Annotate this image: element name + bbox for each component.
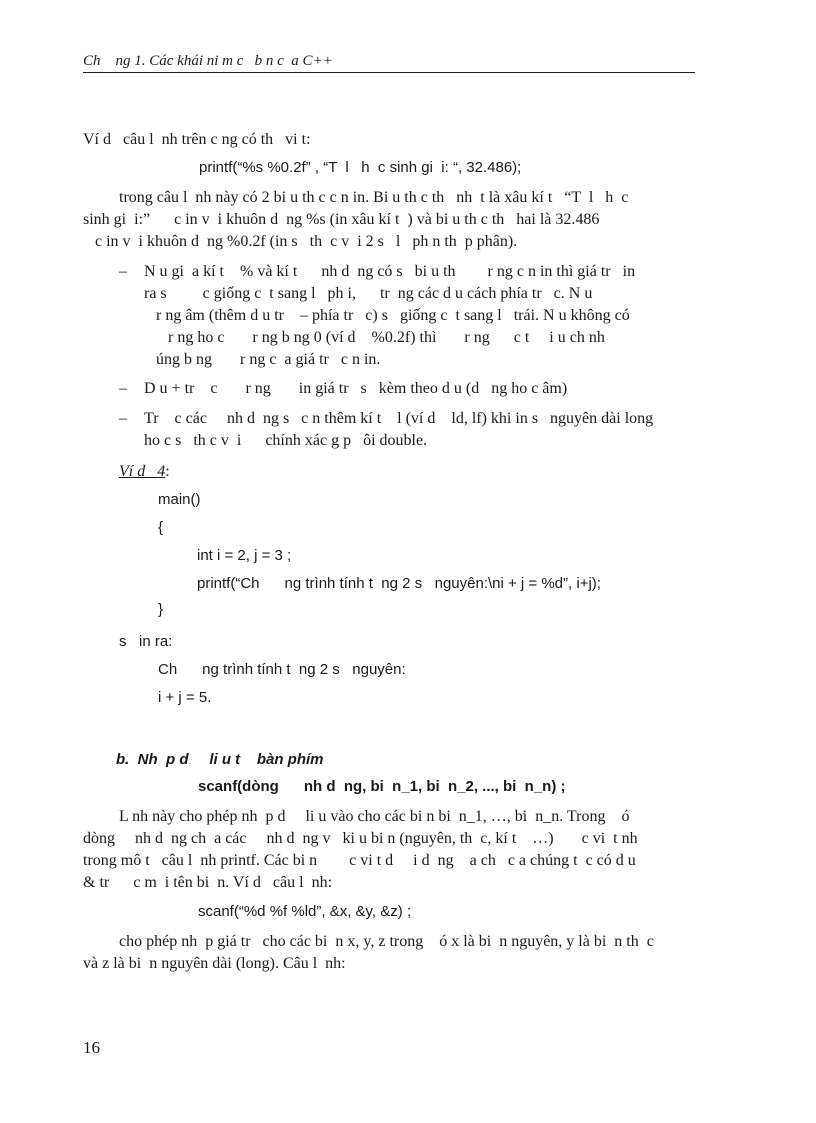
bullet-line: r ng ho c r ng b ng 0 (ví d %0.2f) thì r ng c t i u ch nh xyxy=(144,329,605,346)
paragraph-line: dòng nh d ng ch a các nh d ng v ki u bi n (nguyên, th c, kí t …) c vi t nh xyxy=(83,830,638,847)
paragraph-explanation-line: c in v i khuôn d ng %0.2f (in s th c v i 2 s l ph n th p phân). xyxy=(83,233,518,250)
code-line: { xyxy=(158,519,164,536)
code-line: } xyxy=(158,601,164,618)
bullet-marker: – xyxy=(119,410,127,427)
output-line: i + j = 5. xyxy=(158,689,212,706)
paragraph-line: & tr c m i tên bi n. Ví d câu l nh: xyxy=(83,874,333,891)
running-header: Ch ng 1. Các khái ni m c b n c a C++ xyxy=(83,53,333,69)
code-line: printf(“Ch ng trình tính t ng 2 s nguyên:\ni + j = %d”, i+j); xyxy=(197,575,601,592)
paragraph-intro: Ví d câu l nh trên c ng có th vi t: xyxy=(83,131,311,148)
code-line: int i = 2, j = 3 ; xyxy=(197,547,292,564)
code-line: main() xyxy=(158,491,201,508)
bullet-line: Tr c các nh d ng s c n thêm kí t l (ví d ld, lf) khi in s nguyên dài long xyxy=(144,410,654,427)
example-label xyxy=(119,463,170,481)
paragraph-explanation-line: sinh gi i:” c in v i khuôn d ng %s (in xâu kí t ) và bi u th c th hai là 32.486 xyxy=(83,211,600,228)
bullet-line: ho c s th c v i chính xác g p ôi double. xyxy=(144,432,428,449)
paragraph-line: L nh này cho phép nh p d li u vào cho các bi n bi n_1, …, bi n_n. Trong ó xyxy=(119,808,630,825)
syntax-line: scanf(dòng nh d ng, bi n_1, bi n_2, ..., bi n_n) ; xyxy=(198,778,566,795)
section-heading: b. Nh p d li u t bàn phím xyxy=(116,751,324,768)
bullet-line: r ng âm (thêm d u tr – phía tr c) s giống c t sang l trái. N u không có xyxy=(144,307,630,324)
paragraph-explanation-line: trong câu l nh này có 2 bi u th c c n in. Bi u th c th nh t là xâu kí t “T l h c xyxy=(119,189,629,206)
code-line-scanf: scanf(“%d %f %ld”, &x, &y, &z) ; xyxy=(198,903,412,920)
example-label-text: Ví d 4 xyxy=(119,463,166,480)
page-number: 16 xyxy=(83,1038,100,1057)
bullet-line: úng b ng r ng c a giá tr c n in. xyxy=(144,351,381,368)
paragraph-line: cho phép nh p giá tr cho các bi n x, y, z trong ó x là bi n nguyên, y là bi n th c xyxy=(119,933,654,950)
paragraph-line: và z là bi n nguyên dài (long). Câu l nh: xyxy=(83,955,346,972)
bullet-marker: – xyxy=(119,380,127,397)
output-line: Ch ng trình tính t ng 2 s nguyên: xyxy=(158,661,406,678)
bullet-line: ra s c giống c t sang l ph i, tr ng các d u cách phía tr c. N u xyxy=(144,285,593,302)
code-line-printf: printf(“%s %0.2f” , “T l h c sinh gi i: “, 32.486); xyxy=(199,159,522,176)
output-label: s in ra: xyxy=(119,633,173,650)
header-rule xyxy=(83,72,695,73)
bullet-marker: – xyxy=(119,263,127,280)
example-label-colon: : xyxy=(165,463,170,480)
bullet-line: N u gi a kí t % và kí t nh d ng có s bi u th r ng c n in thì giá tr in xyxy=(144,263,636,280)
paragraph-line: trong mô t câu l nh printf. Các bi n c vi t d i d ng a ch c a chúng t c có d u xyxy=(83,852,636,869)
bullet-line: D u + tr c r ng in giá tr s kèm theo d u (d ng ho c âm) xyxy=(144,380,568,397)
